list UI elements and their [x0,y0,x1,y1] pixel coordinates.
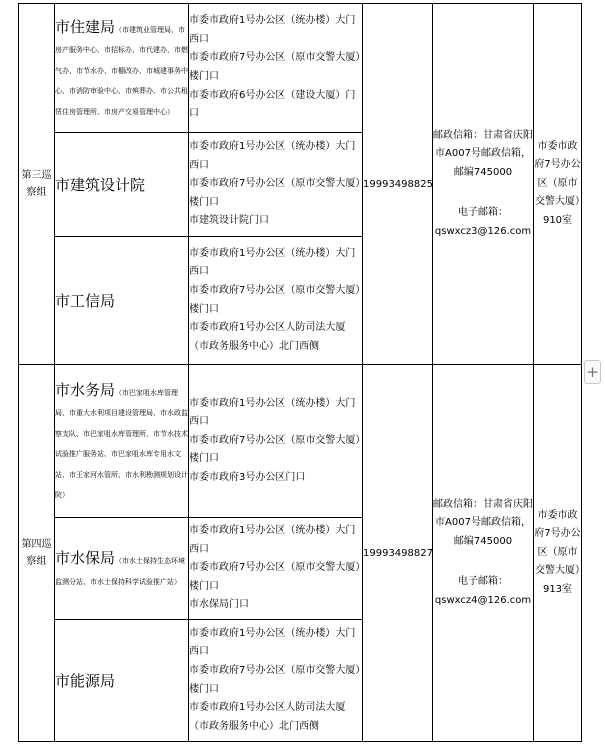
unit-name: 市能源局 [55,671,116,690]
address-cell [189,620,363,742]
room-cell: 市委市政府7号办公区（原市交警大厦）910室 [534,4,582,365]
address-line: 市委市政府1号办公区（统办楼）大门西口 [189,397,356,428]
expand-plus-button[interactable] [584,360,601,384]
address-line: 市委市政府7号办公区（原市交警大厦）楼门口 [189,434,361,465]
room-cell: 市委市政府7号办公区（原市交警大厦）913室 [534,365,582,742]
address-line: 市委市政府1号办公区（统办楼）大门西口 [189,525,356,555]
phone-cell: 19993498825 [363,4,433,365]
group-name-cell: 第三巡察组 [19,4,55,365]
address-line: 市委市政府3号办公区门口 [189,471,306,483]
unit-cell [55,133,189,237]
unit-subunits: （市巴家咀水库管理局、市重大水利项目建设管理局、市水政监察支队、市巴家咀水库管理所、市节水技术试验推广服务站、市巴家咀水库专用水文站、市王家河水管所、市水利勘测规划设计院） [55,388,188,499]
unit-cell [55,237,189,365]
address-line: 市委市政府1号办公区人防司法大厦（市政务服务中心）北门西侧 [189,702,346,732]
unit-name: 市建筑设计院 [55,175,146,194]
unit-subunits: （市建筑业管理局、市房产服务中心、市招标办、市代建办、市燃气办、市节水办、市棚改办、市城建事务中心、市消防审验中心、市殡葬办、市公共租赁住房管理所、市房产交易管理中心） [55,25,188,116]
table-row [19,365,582,518]
postal-cell [433,365,534,742]
email-text: 电子邮箱：qswxcz3@126.com [434,207,532,237]
postal-text: 邮政信箱：甘肃省庆阳市A007号邮政信箱，邮编745000 [433,498,533,547]
unit-name: 市住建局 [55,17,116,36]
address-cell [189,4,363,133]
address-cell [189,133,363,237]
unit-cell [55,365,189,518]
group-name-cell: 第四巡察组 [19,365,55,742]
address-line: 市委市政府7号办公区（原市交警大厦）楼门口 [189,664,361,695]
address-line: 市委市政府1号办公区（统办楼）大门西口 [189,15,356,45]
address-line: 市委市政府7号办公区（原市交警大厦）楼门口 [189,284,361,315]
address-line: 市委市政府1号办公区人防司法大厦（市政务服务中心）北门西侧 [189,322,346,352]
email-text: 电子邮箱：qswxcz4@126.com [434,576,532,606]
phone-cell: 19993498827 [363,365,433,742]
unit-name: 市水保局 [55,549,116,567]
address-line: 市委市政府7号办公区（原市交警大厦）楼门口 [189,52,361,82]
unit-name: 市工信局 [55,291,116,310]
postal-cell [433,4,534,365]
unit-cell [55,620,189,742]
address-line: 市委市政府7号办公区（原市交警大厦）楼门口 [189,562,361,592]
address-line: 市委市政府6号办公区（建设大厦）门口 [189,89,356,120]
postal-text: 邮政信箱：甘肃省庆阳市A007号邮政信箱，邮编745000 [433,129,533,178]
unit-cell [55,4,189,133]
address-cell [189,237,363,365]
address-cell [189,518,363,620]
address-line: 市委市政府1号办公区（统办楼）大门西口 [189,627,356,658]
address-line: 市委市政府1号办公区（统办楼）大门西口 [189,141,356,171]
unit-cell [55,518,189,620]
address-line: 市委市政府1号办公区（统办楼）大门西口 [189,247,356,278]
unit-name: 市水务局 [55,380,116,399]
address-line: 市委市政府7号办公区（原市交警大厦）楼门口 [189,178,361,208]
address-cell [189,365,363,518]
plus-icon: + [586,363,599,381]
address-line: 市水保局门口 [189,599,249,611]
unit-subunits: （市水土保持生态环境监测分站、市水土保持科学试验推广站） [55,557,186,586]
address-line: 市建筑设计院门口 [189,215,269,227]
table-row [19,4,582,133]
inspection-schedule-table [18,3,582,742]
